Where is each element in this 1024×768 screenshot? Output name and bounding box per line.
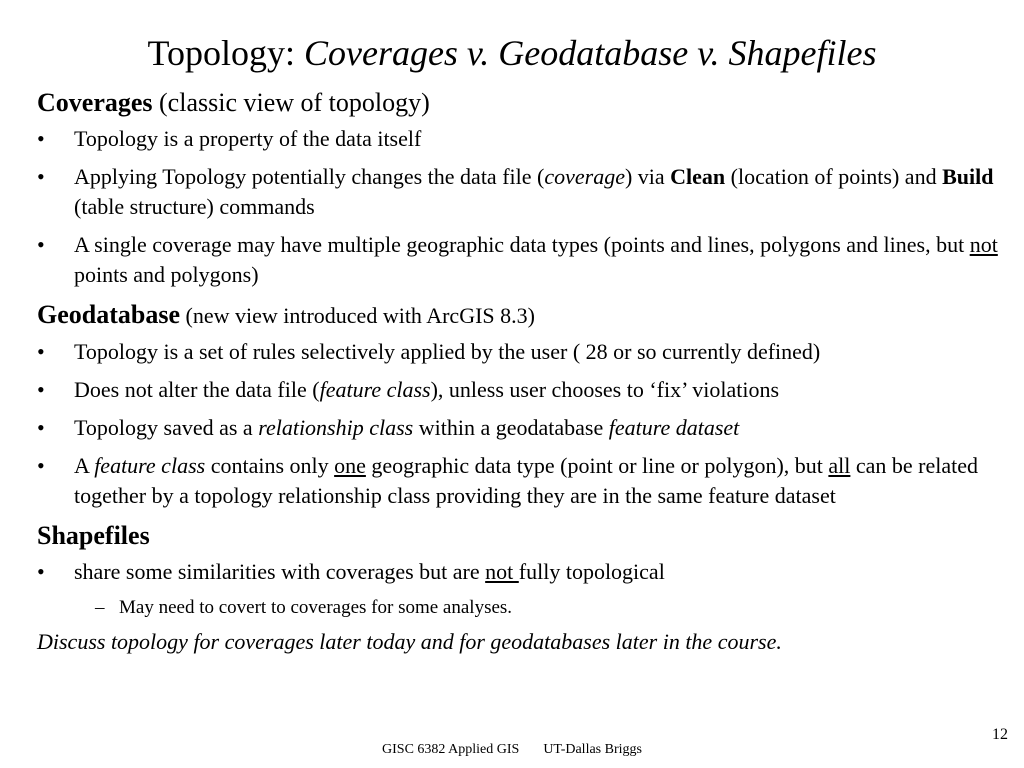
- bullet-underline: not: [969, 232, 998, 257]
- bullet-bold: Clean: [670, 164, 726, 189]
- bullet-text: geographic data type (point or line or polygon), but: [365, 453, 829, 478]
- title-italic: Coverages v. Geodatabase v. Shapefiles: [303, 33, 877, 73]
- bullet-dot: •: [37, 164, 45, 189]
- title-plain: Topology:: [147, 33, 304, 73]
- coverages-bullet-1: [37, 124, 1009, 154]
- bullet-text: can be related together by a topology relationship class providing they are in the same feature dataset: [74, 453, 979, 508]
- geodatabase-bullet-1: [37, 337, 1009, 367]
- bullet-text: Topology saved as a: [74, 415, 259, 440]
- shapefiles-heading: [37, 519, 1017, 552]
- bullet-text: points and polygons): [74, 262, 259, 287]
- footer-course: GISC 6382 Applied GIS: [382, 742, 520, 757]
- bullet-dot: •: [37, 126, 45, 151]
- slide-footer: [0, 742, 1024, 758]
- bullet-text: (location of points) and: [725, 164, 943, 189]
- geodatabase-bullet-4: [37, 451, 1009, 511]
- bullet-text: fully topological: [518, 559, 665, 584]
- slide-body: [37, 86, 1017, 657]
- bullet-dot: •: [37, 377, 45, 402]
- page-number: 12: [992, 726, 1008, 743]
- bullet-italic: coverage: [544, 164, 625, 189]
- bullet-text: A: [74, 453, 95, 478]
- sub-bullet-text: May need to covert to coverages for some analyses.: [119, 597, 513, 618]
- geodatabase-heading: [37, 298, 1017, 332]
- bullet-italic: feature class: [94, 453, 206, 478]
- coverages-bullet-2: [37, 162, 1009, 222]
- bullet-text: Topology is a property of the data itself: [74, 126, 422, 151]
- bullet-text: A single coverage may have multiple geographic data types (points and lines, polygons and lines, but: [74, 232, 970, 257]
- bullet-text: ), unless user chooses to ‘fix’ violations: [430, 377, 780, 402]
- bullet-dot: •: [37, 232, 45, 257]
- coverages-heading: [37, 86, 1017, 119]
- slide-title: [0, 30, 1024, 76]
- bullet-text: within a geodatabase: [413, 415, 609, 440]
- geodatabase-bullet-2: [37, 375, 1009, 405]
- bullet-text: ) via: [624, 164, 671, 189]
- bullet-underline: one: [334, 453, 366, 478]
- coverages-subheading: (classic view of topology): [152, 88, 430, 117]
- closing-note: Discuss topology for coverages later today and for geodatabases later in the course.: [37, 629, 782, 654]
- coverages-bullet-3: [37, 230, 1009, 290]
- geodatabase-heading-label: Geodatabase: [37, 300, 180, 329]
- shapefiles-sub-bullet: [37, 595, 1017, 621]
- footer-author: UT-Dallas Briggs: [543, 742, 642, 757]
- shapefiles-heading-label: Shapefiles: [37, 521, 150, 550]
- bullet-italic: feature dataset: [608, 415, 740, 440]
- geodatabase-subheading: (new view introduced with ArcGIS 8.3): [180, 303, 535, 328]
- coverages-heading-label: Coverages: [37, 88, 153, 117]
- sub-bullet-dash: –: [95, 597, 105, 618]
- bullet-underline: not: [485, 559, 519, 584]
- bullet-underline: all: [828, 453, 851, 478]
- bullet-text: contains only: [205, 453, 335, 478]
- geodatabase-bullet-3: [37, 413, 1009, 443]
- bullet-text: Topology is a set of rules selectively applied by the user ( 28 or so currently defined): [74, 339, 821, 364]
- bullet-text: Applying Topology potentially changes the data file (: [74, 164, 545, 189]
- bullet-text: (table structure) commands: [74, 194, 315, 219]
- bullet-italic: relationship class: [258, 415, 414, 440]
- bullet-dot: •: [37, 559, 45, 584]
- bullet-dot: •: [37, 453, 45, 478]
- bullet-text: Does not alter the data file (: [74, 377, 320, 402]
- shapefiles-bullet-1: [37, 557, 1009, 587]
- bullet-text: share some similarities with coverages but are: [74, 559, 486, 584]
- bullet-dot: •: [37, 415, 45, 440]
- bullet-bold: Build: [942, 164, 994, 189]
- bullet-dot: •: [37, 339, 45, 364]
- bullet-italic: feature class: [319, 377, 431, 402]
